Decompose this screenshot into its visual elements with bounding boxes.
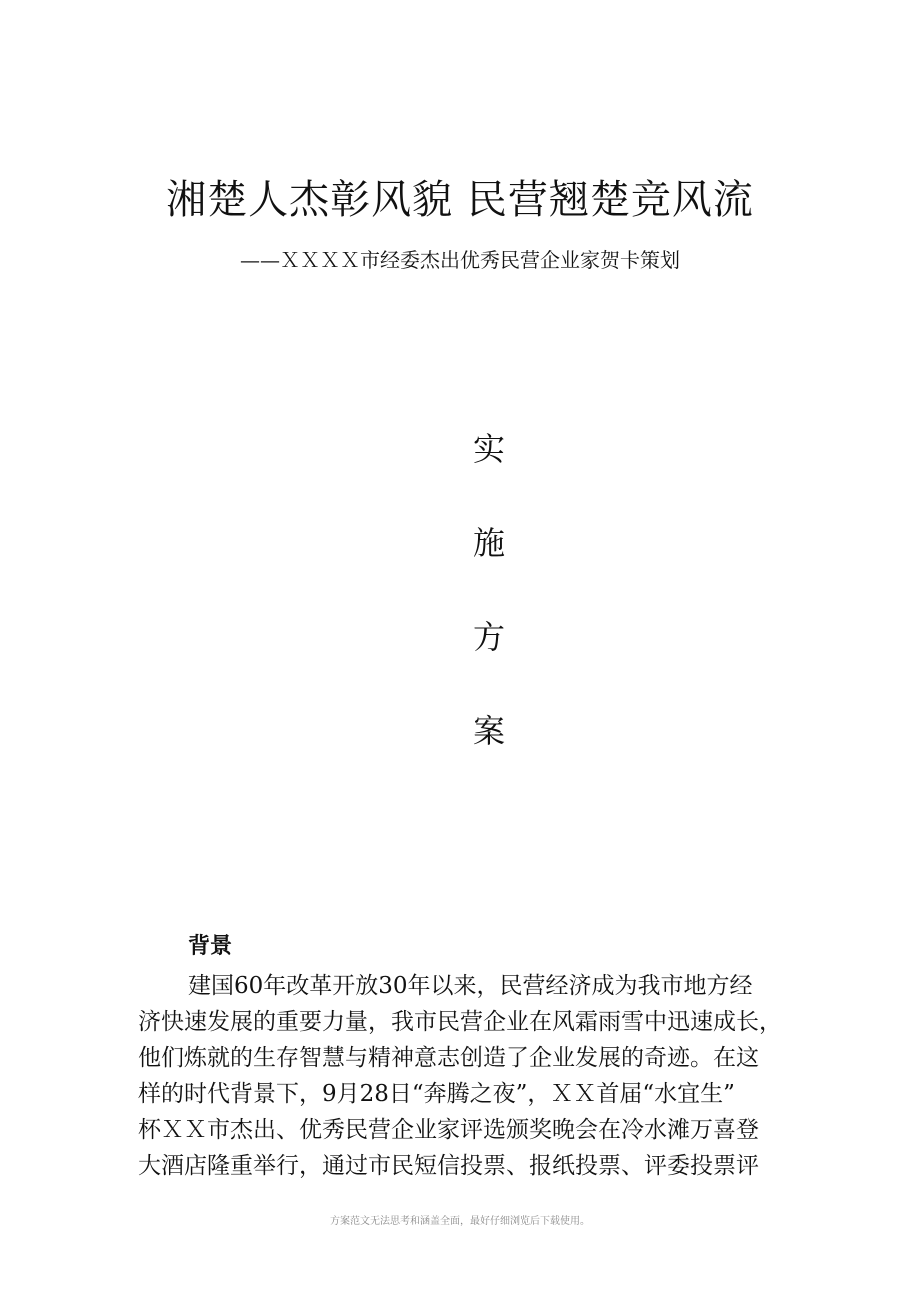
paragraph-line: 建国60年改革开放30年以来，民营经济成为我市地方经 <box>188 973 753 999</box>
vertical-title-char: 施 <box>472 524 505 562</box>
paragraph-line: 样的时代背景下，9月28日“奔腾之夜”，ＸＸ首届“水宜生” <box>138 1081 735 1107</box>
document-subtitle: ——ＸＸＸＸ市经委杰出优秀民营企业家贺卡策划 <box>240 248 680 272</box>
vertical-title-char: 方 <box>472 618 505 656</box>
paragraph-line: 杯ＸＸ市杰出、优秀民营企业家评选颁奖晚会在冷水滩万喜登 <box>138 1117 759 1143</box>
section-heading: 背景 <box>188 934 233 959</box>
vertical-title-char: 实 <box>472 430 505 468</box>
document-title: 湘楚人杰彰风貌 民营翘楚竞风流 <box>166 177 754 223</box>
paragraph-line: 大酒店隆重举行，通过市民短信投票、报纸投票、评委投票评 <box>138 1153 759 1179</box>
paragraph-line: 他们炼就的生存智慧与精神意志创造了企业发展的奇迹。在这 <box>138 1045 759 1071</box>
vertical-title-char: 案 <box>472 712 505 750</box>
page-footer-note: 方案范文无法思考和涵盖全面，最好仔细浏览后下载使用。 <box>330 1216 590 1227</box>
paragraph-line: 济快速发展的重要力量，我市民营企业在风霜雨雪中迅速成长， <box>138 1009 782 1035</box>
